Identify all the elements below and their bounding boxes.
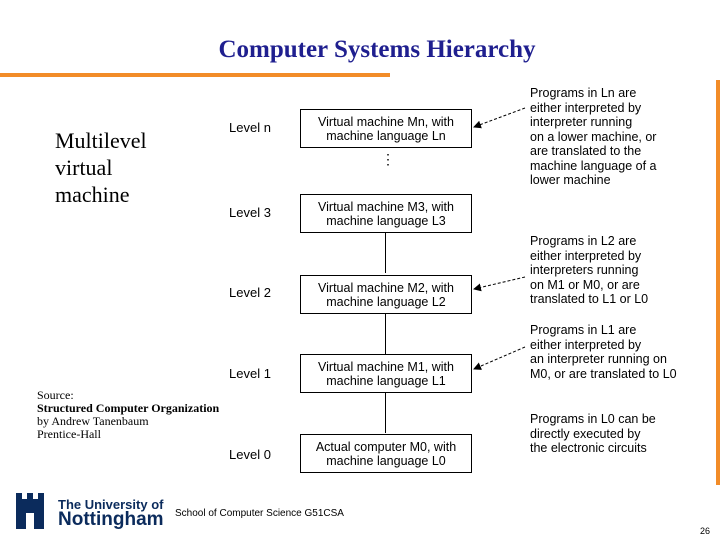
note-line: interpreter running — [530, 115, 633, 129]
note-line: Programs in L2 are — [530, 234, 637, 248]
machine-box-text: Virtual machine M1, with — [318, 360, 454, 374]
page-number: 26 — [700, 526, 711, 536]
arrow-note-n — [474, 108, 525, 127]
subtitle-line: machine — [55, 182, 130, 207]
note-line: either interpreted by — [530, 248, 642, 263]
machine-box-text: machine language L2 — [326, 295, 446, 309]
subtitle-line: Multilevel — [55, 128, 147, 153]
level-label-2: Level 2 — [229, 285, 271, 300]
castle-crest-icon — [12, 491, 52, 531]
source-publisher: Prentice-Hall — [37, 427, 101, 441]
note-line: interpreters running — [530, 263, 639, 277]
note-line: on M1 or M0, or are — [530, 277, 640, 292]
note-line: the electronic circuits — [530, 441, 647, 455]
note-line: lower machine — [530, 173, 611, 187]
source-book: Structured Computer Organization — [37, 401, 220, 415]
note-line: directly executed by — [530, 426, 641, 441]
note-line: translated to L1 or L0 — [530, 292, 649, 306]
level-label-1: Level 1 — [229, 366, 271, 381]
footer-course: School of Computer Science G51CSA — [175, 508, 344, 519]
machine-box-text: Virtual machine M3, with — [318, 200, 454, 214]
machine-box-text: Actual computer M0, with — [315, 440, 457, 454]
note-line: on a lower machine, or — [530, 129, 657, 144]
logo-text-line1: The University of — [58, 497, 164, 512]
machine-box-text: machine language L0 — [326, 454, 446, 468]
ellipsis-dots: ⋮ — [381, 151, 395, 167]
note-line: are translated to the — [530, 144, 642, 158]
source-label: Source: — [37, 388, 74, 402]
source-author: by Andrew Tanenbaum — [37, 414, 149, 428]
note-line: machine language of a — [530, 158, 657, 173]
note-line: an interpreter running on — [530, 352, 667, 366]
machine-box-text: machine language L3 — [326, 214, 446, 228]
note-line: Programs in L0 can be — [530, 412, 656, 426]
note-line: Programs in Ln are — [530, 86, 637, 100]
slide-title: Computer Systems Hierarchy — [218, 36, 536, 63]
note-line: Programs in L1 are — [530, 323, 637, 337]
level-label-n: Level n — [229, 120, 271, 135]
level-label-3: Level 3 — [229, 205, 271, 220]
arrow-note-1 — [474, 347, 525, 369]
arrow-note-2 — [474, 277, 525, 289]
subtitle-line: virtual — [55, 155, 113, 180]
note-line: either interpreted by — [530, 100, 642, 115]
level-label-0: Level 0 — [229, 447, 271, 462]
machine-box-text: machine language Ln — [326, 129, 446, 143]
logo-text-line2: Nottingham — [58, 509, 164, 530]
note-line: either interpreted by — [530, 337, 642, 352]
machine-box-text: machine language L1 — [326, 374, 446, 388]
university-logo — [12, 491, 162, 531]
note-line: M0, or are translated to L0 — [530, 366, 677, 381]
machine-box-text: Virtual machine Mn, with — [318, 115, 454, 129]
machine-box-text: Virtual machine M2, with — [318, 281, 454, 295]
